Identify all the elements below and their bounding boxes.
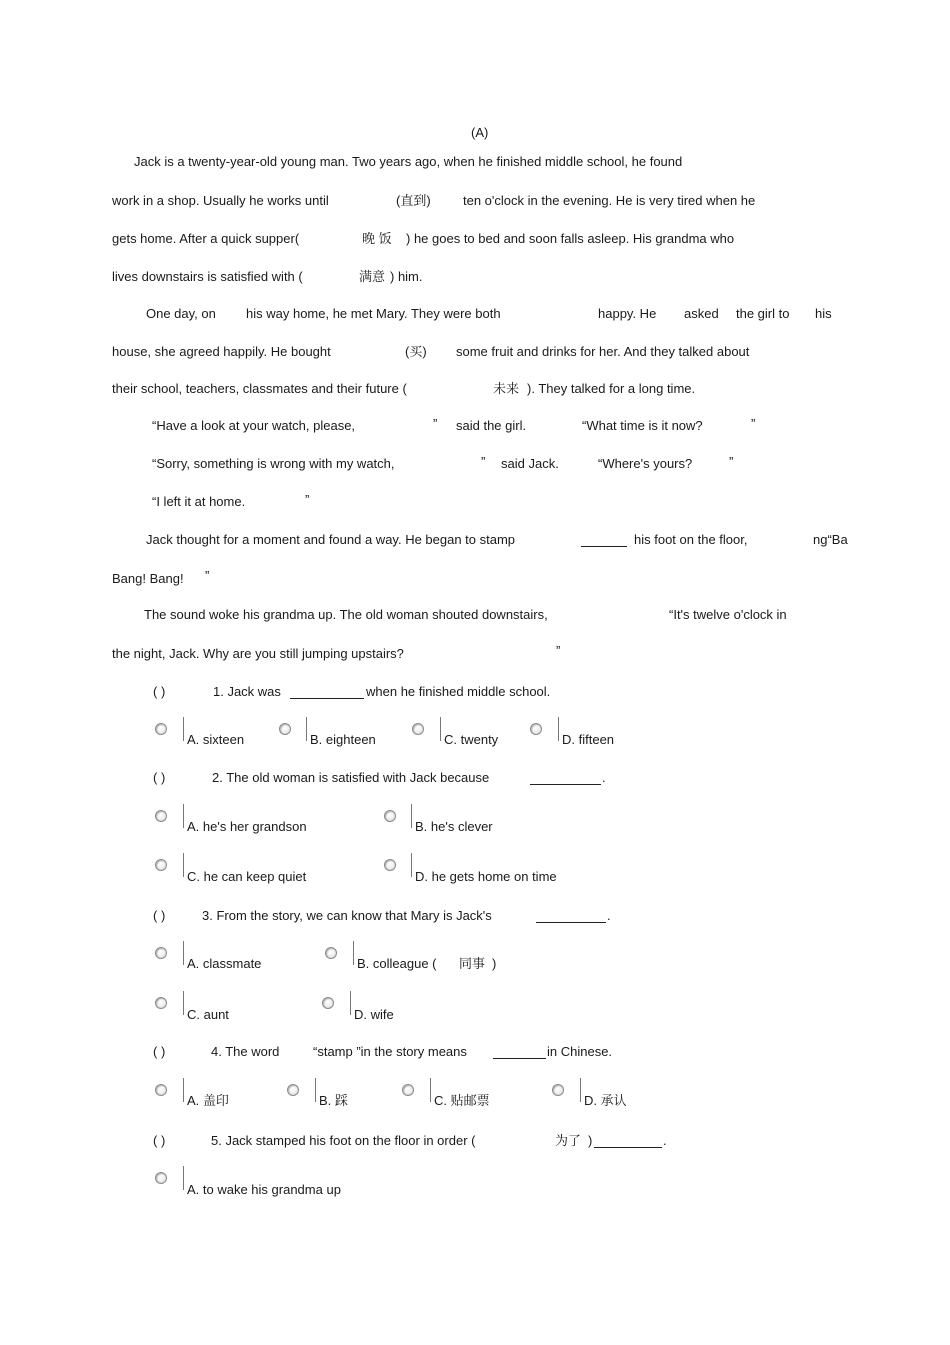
question-stem: . [602,770,606,785]
option-d-radio[interactable] [384,859,396,871]
option-b-label: ) [492,956,497,971]
question-stem: when he finished middle school. [366,684,551,699]
gloss: (买) [405,344,427,359]
passage-line: asked [684,306,719,321]
passage-line: ten o'clock in the evening. He is very tired when he [463,193,756,208]
passage-line: Jack is a twenty-year-old young man. Two years ago, when he finished middle school, he found [134,154,683,169]
question-stem: in Chinese. [547,1044,613,1059]
dialogue-line: “What time is it now? [582,418,703,433]
answer-paren: ( ) [153,684,166,699]
option-c-radio[interactable] [412,723,424,735]
question-stem: “stamp ”in the story means [313,1044,467,1059]
answer-paren: ( ) [153,1044,166,1059]
passage-line: Jack thought for a moment and found a way. He began to stamp [146,532,516,547]
option-a-label[interactable]: A. to wake his grandma up [187,1182,341,1197]
gloss: 为了 [555,1133,582,1148]
gloss: (直到) [396,193,431,208]
option-a-label[interactable]: A. he's her grandson [187,819,307,834]
passage-line: his way home, he met Mary. They were both [246,306,501,321]
passage-line: the night, Jack. Why are you still jumping upstairs? [112,646,404,661]
question-stem: 2. The old woman is satisfied with Jack because [212,770,490,785]
option-c-radio[interactable] [155,997,167,1009]
question-stem: ) [588,1133,593,1148]
passage-line: One day, on [146,306,216,321]
option-b-label[interactable]: B. eighteen [310,732,376,747]
option-divider [315,1078,316,1102]
passage-line: ) he goes to bed and soon falls asleep. His grandma who [406,231,735,246]
dialogue-line: said the girl. [456,418,527,433]
dialogue-line: “Sorry, something is wrong with my watch, [152,456,395,471]
option-divider [353,941,354,965]
dialogue-line: “Have a look at your watch, please, [152,418,356,433]
option-a-label[interactable]: A. 盖印 [187,1093,229,1108]
option-a-label[interactable]: A. classmate [187,956,262,971]
option-a-label[interactable]: A. sixteen [187,732,245,747]
option-divider [580,1078,581,1102]
option-divider [411,804,412,828]
passage-line: the girl to [736,306,790,321]
option-a-radio[interactable] [155,723,167,735]
option-divider [558,717,559,741]
option-divider [183,853,184,877]
option-b-label[interactable]: B. he's clever [415,819,493,834]
option-d-label[interactable]: D. he gets home on time [415,869,557,884]
question-stem: 5. Jack stamped his foot on the floor in order ( [211,1133,476,1148]
option-c-label[interactable]: C. he can keep quiet [187,869,307,884]
option-c-label[interactable]: C. 贴邮票 [434,1093,490,1108]
quote-mark: ” [205,568,210,583]
option-d-radio[interactable] [530,723,542,735]
option-d-label[interactable]: D. 承认 [584,1093,627,1108]
option-a-radio[interactable] [155,947,167,959]
passage-line: Bang! Bang! [112,571,184,586]
option-divider [183,717,184,741]
option-b-radio[interactable] [279,723,291,735]
option-divider [430,1078,431,1102]
passage-line: gets home. After a quick supper( [112,231,300,246]
answer-paren: ( ) [153,908,166,923]
gloss: 未来 [493,381,520,396]
quote-mark: ” [729,454,734,469]
passage-line: ). They talked for a long time. [527,381,696,396]
option-divider [183,991,184,1015]
answer-blank [581,534,627,547]
dialogue-line: “I left it at home. [152,494,246,509]
option-d-radio[interactable] [322,997,334,1009]
quote-mark: ” [433,416,438,431]
option-divider [306,717,307,741]
quote-mark: ” [751,416,756,431]
option-c-radio[interactable] [402,1084,414,1096]
question-stem: 1. Jack was [213,684,281,699]
dialogue-line: “Where's yours? [598,456,693,471]
question-stem: . [607,908,611,923]
passage-line: house, she agreed happily. He bought [112,344,331,359]
option-c-label[interactable]: C. aunt [187,1007,229,1022]
option-d-radio[interactable] [552,1084,564,1096]
answer-paren: ( ) [153,770,166,785]
passage-line: happy. He [598,306,657,321]
passage-line: The sound woke his grandma up. The old woman shouted downstairs, [144,607,548,622]
answer-blank [530,772,601,785]
option-d-label[interactable]: D. fifteen [562,732,615,747]
option-divider [183,1166,184,1190]
option-b-label[interactable]: B. 踩 [319,1093,348,1108]
passage-line: his foot on the floor, [634,532,748,547]
dialogue-line: said Jack. [501,456,559,471]
gloss: 晚 饭 [362,231,392,246]
passage-line: “It's twelve o'clock in [669,607,787,622]
answer-paren: ( ) [153,1133,166,1148]
option-a-radio[interactable] [155,810,167,822]
passage-title: (A) [471,125,489,140]
answer-blank [290,686,364,699]
option-d-label[interactable]: D. wife [354,1007,394,1022]
option-c-radio[interactable] [155,859,167,871]
option-b-label[interactable]: B. colleague ( [357,956,437,971]
question-stem: 3. From the story, we can know that Mary is Jack's [202,908,492,923]
passage-line: his [815,306,832,321]
option-a-radio[interactable] [155,1172,167,1184]
quote-mark: ” [305,492,310,507]
option-divider [183,941,184,965]
gloss: 满意 [359,269,386,284]
option-divider [183,804,184,828]
question-stem: . [663,1133,667,1148]
passage-line: their school, teachers, classmates and their future ( [112,381,407,396]
quote-mark: ” [556,643,561,658]
passage-line: some fruit and drinks for her. And they talked about [456,344,750,359]
question-stem: 4. The word [211,1044,280,1059]
option-divider [411,853,412,877]
option-b-gloss: 同事 [459,956,486,971]
answer-blank [536,910,606,923]
passage-line: work in a shop. Usually he works until [112,193,329,208]
option-a-radio[interactable] [155,1084,167,1096]
passage-line: ) him. [390,269,423,284]
answer-blank [493,1046,546,1059]
quote-mark: ” [481,454,486,469]
option-divider [440,717,441,741]
answer-blank [594,1135,662,1148]
option-b-radio[interactable] [384,810,396,822]
option-b-radio[interactable] [287,1084,299,1096]
option-c-label[interactable]: C. twenty [444,732,499,747]
passage-line: ng“Ba [813,532,848,547]
option-b-radio[interactable] [325,947,337,959]
option-divider [350,991,351,1015]
passage-line: lives downstairs is satisfied with ( [112,269,303,284]
option-divider [183,1078,184,1102]
